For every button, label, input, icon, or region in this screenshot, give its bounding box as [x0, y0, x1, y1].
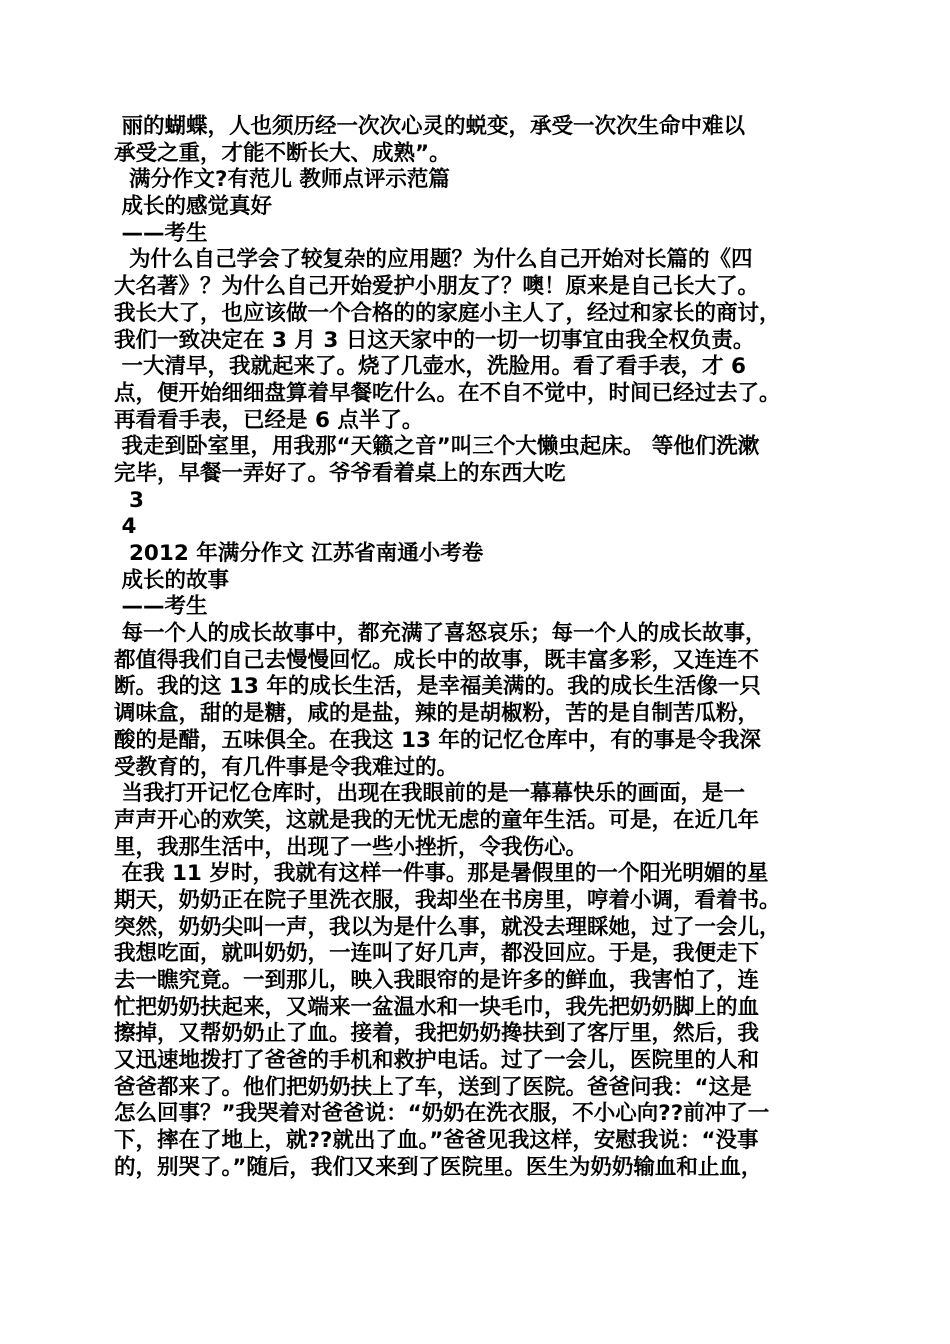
text-line: 点，便开始细细盘算着早餐吃什么。在不自不觉中，时间已经过去了。 [114, 380, 781, 406]
text-line: 爸爸都来了。他们把奶奶扶上了车，送到了医院。爸爸问我：“这是 [114, 1074, 752, 1100]
text-line: 我长大了，也应该做一个合格的的家庭小主人了，经过和家长的商讨， [114, 300, 781, 326]
page-number: 3 [114, 487, 144, 513]
text-line: 怎么回事？”我哭着对爸爸说：“奶奶在洗衣服，不小心向??前冲了一 [114, 1101, 770, 1127]
section-heading: 2012 年满分作文 江苏省南通小考卷 [114, 541, 484, 566]
text-line: 调味盒，甜的是糖，咸的是盐，辣的是胡椒粉，苦的是自制苦瓜粉， [114, 701, 760, 727]
text-line: 忙把奶奶扶起来，又端来一盆温水和一块毛巾，我先把奶奶脚上的血 [114, 994, 760, 1020]
section-heading: 满分作文?有范儿 教师点评示范篇 [114, 167, 450, 193]
text-line: 都值得我们自己去慢慢回忆。成长中的故事，既丰富多彩，又连连不 [114, 647, 760, 673]
text-line: 为什么自己学会了较复杂的应用题？为什么自己开始对长篇的《四 [114, 247, 753, 273]
text-line: 每一个人的成长故事中，都充满了喜怒哀乐；每一个人的成长故事， [114, 621, 767, 647]
text-line: 承受之重，才能不断长大、成熟”。 [114, 140, 451, 166]
text-line: 突然，奶奶尖叫一声，我以为是什么事，就没去理睬她，过了一会儿， [114, 914, 781, 940]
text-line: 擦掉，又帮奶奶止了血。接着，我把奶奶搀扶到了客厅里，然后，我 [114, 1021, 760, 1047]
text-line: 的，别哭了。”随后，我们又来到了医院里。医生为奶奶输血和止血， [114, 1154, 763, 1180]
text-line: 我们一致决定在 3 月 3 日这天家中的一切一切事宜由我全权负责。 [114, 327, 755, 353]
text-line: 一大清早，我就起来了。烧了几壶水，洗脸用。看了看手表，才 6 [114, 354, 746, 380]
text-line: 我想吃面，就叫奶奶，一连叫了好几声，都没回应。于是，我便走下 [114, 941, 760, 967]
essay-title: 成长的感觉真好 [114, 194, 272, 220]
essay-author: ——考生 [114, 220, 208, 246]
essay-author: ——考生 [114, 594, 208, 620]
essay-title: 成长的故事 [114, 567, 229, 593]
text-line: 当我打开记忆仓库时，出现在我眼前的是一幕幕快乐的画面，是一 [114, 781, 745, 807]
text-line: 断。我的这 13 年的成长生活，是幸福美满的。我的成长生活像一只 [114, 674, 761, 700]
text-line: 大名著》？为什么自己开始爱护小朋友了？噢！原来是自己长大了。 [114, 274, 760, 300]
text-line: 完毕，早餐一弄好了。爷爷看着桌上的东西大吃 [114, 460, 566, 486]
text-line: 再看看手表，已经是 6 点半了。 [114, 407, 424, 433]
page-number: 4 [114, 514, 137, 540]
text-line: 在我 11 岁时，我就有这样一件事。那是暑假里的一个阳光明媚的星 [114, 861, 769, 887]
text-line: 丽的蝴蝶，人也须历经一次次心灵的蜕变，承受一次次生命中难以 [114, 114, 745, 139]
text-line: 期天，奶奶正在院子里洗衣服，我却坐在书房里，哼着小调，看着书。 [114, 887, 781, 913]
text-line: 酸的是醋，五味俱全。在我这 13 年的记忆仓库中，有的事是令我深 [114, 727, 761, 753]
text-line: 去一瞧究竟。一到那儿，映入我眼帘的是许多的鲜血，我害怕了，连 [114, 968, 760, 993]
text-line: 又迅速地拨打了爸爸的手机和救护电话。过了一会儿，医院里的人和 [114, 1048, 760, 1074]
text-line: 下，摔在了地上，就??就出了血。”爸爸见我这样，安慰我说：“没事 [114, 1128, 759, 1154]
text-line: 我走到卧室里，用我那“天籁之音”叫三个大懒虫起床。 等他们洗漱 [114, 434, 760, 460]
text-line: 受教育的，有几件事是令我难过的。 [114, 754, 459, 780]
text-line: 里，我那生活中，出现了一些小挫折，令我伤心。 [114, 834, 588, 860]
document-text [114, 114, 854, 1182]
text-line: 声声开心的欢笑，这就是我的无忧无虑的童年生活。可是，在近几年 [114, 807, 760, 833]
